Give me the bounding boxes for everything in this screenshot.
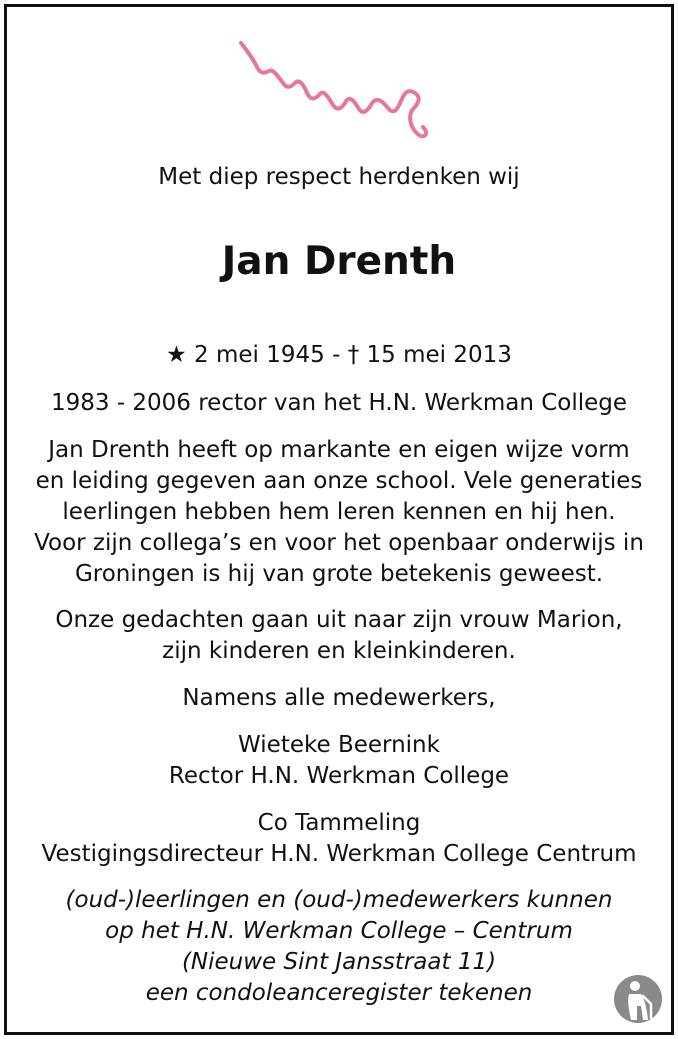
- notice-line: (Nieuwe Sint Jansstraat 11): [181, 949, 497, 975]
- notice-line: op het H.N. Werkman College – Centrum: [105, 918, 573, 944]
- mourning-figure-icon: [613, 974, 663, 1024]
- deceased-name: Jan Drenth: [221, 239, 457, 284]
- signatory-1: [7, 730, 671, 792]
- obituary-card: [4, 4, 674, 1035]
- role-line: 1983 - 2006 rector van het H.N. Werkman College: [50, 390, 628, 416]
- condolence-line: zijn kinderen en kleinkinderen.: [162, 638, 516, 664]
- life-dates: ★ 2 mei 1945 - † 15 mei 2013: [166, 342, 512, 368]
- condolence-line: Onze gedachten gaan uit naar zijn vrouw Marion,: [55, 607, 623, 633]
- condolence-paragraph: [7, 605, 671, 667]
- tribute-line: en leiding gegeven aan onze school. Vele generaties: [35, 468, 643, 494]
- intro-line: Met diep respect herdenken wij: [158, 164, 520, 190]
- signatory-name: Co Tammeling: [257, 810, 421, 836]
- register-notice: [7, 885, 671, 1009]
- notice-line: (oud-)leerlingen en (oud-)medewerkers kunnen: [65, 887, 613, 913]
- signatory-name: Wieteke Beernink: [238, 732, 440, 758]
- on-behalf-line: Namens alle medewerkers,: [182, 685, 496, 711]
- tribute-line: Groningen is hij van grote betekenis geweest.: [74, 561, 604, 587]
- tribute-paragraph: [7, 435, 671, 590]
- school-logo-scribble: [235, 37, 435, 147]
- signatory-title: Vestigingsdirecteur H.N. Werkman College Centrum: [41, 841, 637, 867]
- notice-line: een condoleanceregister tekenen: [145, 980, 533, 1006]
- signatory-title: Rector H.N. Werkman College: [168, 763, 510, 789]
- tribute-line: leerlingen hebben hem leren kennen en hij hen.: [62, 499, 616, 525]
- tribute-line: Jan Drenth heeft op markante en eigen wijze vorm: [48, 437, 630, 463]
- signatory-2: [7, 808, 671, 870]
- tribute-line: Voor zijn collega’s en voor het openbaar onderwijs in: [34, 530, 644, 556]
